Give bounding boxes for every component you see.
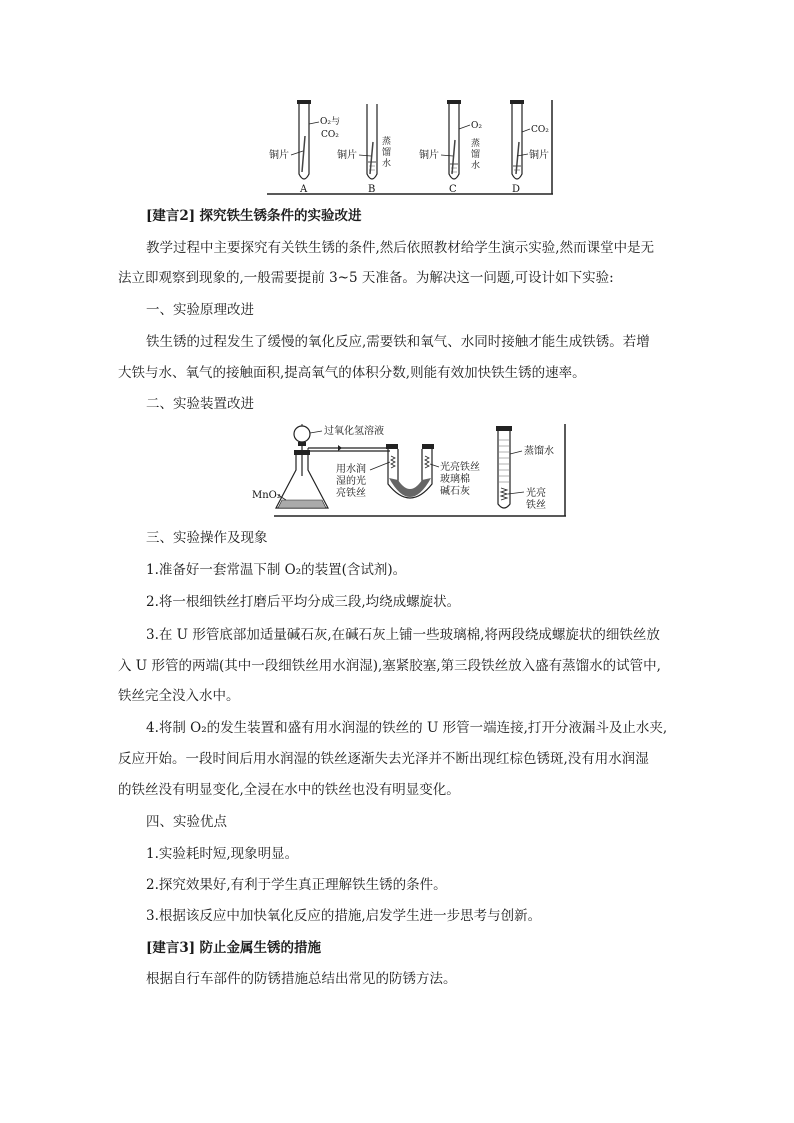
tube-label-a: A	[300, 184, 308, 195]
test-tube-d	[510, 100, 524, 179]
test-tube-water	[496, 426, 512, 508]
section-4-heading: 四、实验优点	[146, 814, 227, 830]
suggestion3-tag: [建言3]	[146, 940, 196, 956]
principle-line-2: 大铁与水、氧气的接触面积,提高氧气的体积分数,则能有效加快铁生锈的速率。	[118, 365, 586, 381]
section-2-heading: 二、实验装置改进	[146, 396, 254, 412]
wet-wire-label-1: 用水润	[336, 464, 366, 475]
water-label-b1: 蒸	[382, 137, 392, 147]
mno2-label: MnO₂	[252, 490, 281, 501]
distilled-water-label: 蒸馏水	[524, 446, 554, 457]
suggestion3-heading	[146, 938, 321, 958]
soda-lime-label: 碱石灰	[440, 486, 470, 497]
section-1-heading: 一、实验原理改进	[146, 302, 254, 318]
wet-wire-label-2: 湿的光	[336, 476, 366, 487]
h2o2-label: 过氧化氢溶液	[324, 426, 384, 437]
step-3-line-2: 入 U 形管的两端(其中一段细铁丝用水润湿),塞紧胶塞,第三段铁丝放入盛有蒸馏水的试管中,	[118, 658, 661, 674]
test-tube-b	[367, 104, 377, 179]
step-4-line-1: 4.将制 O₂的发生装置和盛有用水润湿的铁丝的 U 形管一端连接,打开分液漏斗及止水夹,	[146, 720, 668, 736]
copper-label-c: 铜片	[419, 150, 439, 161]
wet-wire-label-3: 亮铁丝	[336, 488, 366, 499]
copper-label-a: 铜片	[269, 150, 289, 161]
gas-label-a2: CO₂	[321, 130, 339, 140]
gas-label-a1: O₂与	[320, 117, 340, 127]
delivery-tube	[308, 445, 392, 454]
suggestion2-heading	[146, 206, 361, 226]
tube-label-c: C	[449, 184, 457, 195]
section-3-heading: 三、实验操作及现象	[146, 530, 268, 546]
step-4-line-2: 反应开始。一段时间后用水润湿的铁丝逐渐失去光泽并不断出现红棕色锈斑,没有用水润湿	[118, 751, 649, 767]
gas-label-c: O₂	[471, 121, 482, 131]
test-tube-c	[447, 100, 461, 179]
step-1: 1.准备好一套常温下制 O₂的装置(含试剂)。	[146, 562, 407, 578]
step-3-line-3: 铁丝完全没入水中。	[118, 688, 240, 704]
copper-label-b: 铜片	[337, 150, 357, 161]
apparatus-figure	[252, 420, 568, 520]
test-tube-figure	[265, 96, 555, 200]
suggestion2-tag: [建言2]	[146, 208, 196, 224]
gas-label-d: CO₂	[531, 125, 549, 135]
closing-line: 根据自行车部件的防锈措施总结出常见的防锈方法。	[146, 971, 457, 987]
copper-label-d: 铜片	[529, 150, 549, 161]
step-4-line-3: 的铁丝没有明显变化,全浸在水中的铁丝也没有明显变化。	[118, 782, 460, 798]
water-label-b2: 馏	[382, 148, 392, 158]
tube-label-d: D	[512, 184, 521, 195]
test-tube-a	[297, 100, 311, 179]
u-tube	[386, 444, 434, 498]
shiny-wire-label: 光亮铁丝	[440, 462, 480, 473]
water-label-c2: 馏	[471, 150, 481, 160]
glass-wool-label: 玻璃棉	[440, 474, 470, 485]
intro-line-2: 法立即观察到现象的,一般需要提前 3~5 天准备。为解决这一问题,可设计如下实验:	[118, 270, 614, 286]
shiny-wire-label-2b: 铁丝	[526, 500, 546, 511]
shiny-wire-label-2a: 光亮	[526, 488, 546, 499]
advantage-1: 1.实验耗时短,现象明显。	[146, 846, 299, 862]
advantage-2: 2.探究效果好,有利于学生真正理解铁生锈的条件。	[146, 877, 447, 893]
step-3-line-1: 3.在 U 形管底部加适量碱石灰,在碱石灰上铺一些玻璃棉,将两段绕成螺旋状的细铁丝放	[146, 627, 660, 643]
water-label-b3: 水	[382, 159, 392, 169]
water-label-c1: 蒸	[471, 139, 481, 149]
step-2: 2.将一根细铁丝打磨后平均分成三段,均绕成螺旋状。	[146, 594, 461, 610]
advantage-3: 3.根据该反应中加快氧化反应的措施,启发学生进一步思考与创新。	[146, 908, 542, 924]
water-label-c3: 水	[471, 161, 481, 171]
suggestion3-title: 防止金属生锈的措施	[199, 940, 321, 956]
suggestion2-title: 探究铁生锈条件的实验改进	[199, 208, 362, 224]
tube-label-b: B	[368, 184, 376, 195]
principle-line-1: 铁生锈的过程发生了缓慢的氧化反应,需要铁和氧气、水同时接触才能生成铁锈。若增	[146, 334, 650, 350]
intro-line-1: 教学过程中主要探究有关铁生锈的条件,然后依照教材给学生演示实验,然而课堂中是无	[146, 240, 655, 256]
